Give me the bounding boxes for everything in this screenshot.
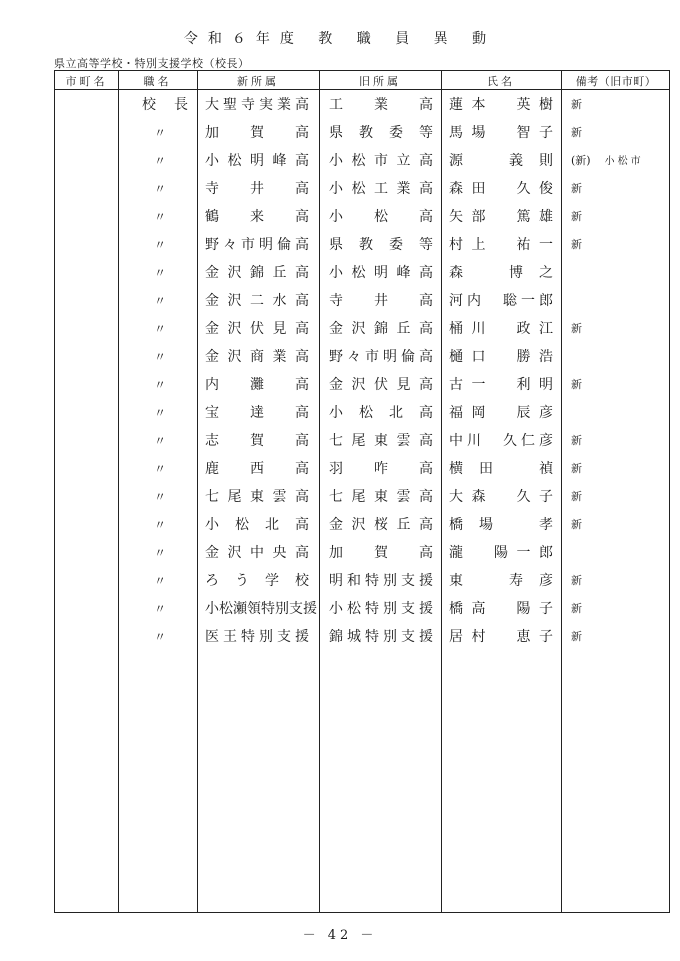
remarks-cell: [571, 203, 667, 231]
old-post-cell: 羽咋高: [329, 461, 433, 477]
old-post-cell: 明和特別支援: [329, 573, 433, 589]
old-post-cell: 金沢伏見高: [329, 377, 433, 393]
position-cell: 〃: [153, 210, 166, 224]
table-header: [55, 71, 669, 90]
remarks-cell: [571, 259, 667, 287]
old-post-cell: 七尾東雲高: [329, 489, 433, 505]
table-row: [55, 623, 669, 651]
remarks-mark: 新: [571, 98, 582, 111]
old-post-cell: 野々市明倫高: [329, 349, 433, 365]
position-cell: 〃: [153, 518, 166, 532]
name-cell: 福岡 辰彦: [449, 405, 553, 421]
remarks-mark: 新: [571, 322, 582, 335]
new-post-cell: 内灘高: [205, 377, 309, 393]
name-cell: 中川 久仁彦: [449, 433, 553, 449]
table-row: [55, 483, 669, 511]
remarks-mark: 新: [571, 126, 582, 139]
old-post-cell: 寺井高: [329, 293, 433, 309]
section-subtitle: 県立高等学校・特別支援学校（校長）: [54, 57, 250, 70]
remarks-cell: [571, 287, 667, 315]
position-cell: 〃: [153, 126, 166, 140]
remarks-mark: 新: [571, 462, 582, 475]
remarks-cell: [571, 119, 667, 147]
new-post-cell: 金沢商業高: [205, 349, 309, 365]
name-cell: 樋口 勝浩: [449, 349, 553, 365]
new-post-cell: 小松瀬領特別支援: [205, 601, 317, 617]
name-cell: 馬場 智子: [449, 125, 553, 141]
position-cell: 〃: [153, 378, 166, 392]
table-row: [55, 567, 669, 595]
remarks-cell: [571, 371, 667, 399]
old-post-cell: 県教委等: [329, 237, 433, 253]
table-row: [55, 539, 669, 567]
name-cell: 村上 祐一: [449, 237, 553, 253]
new-post-cell: 鹿西高: [205, 461, 309, 477]
table-row: [55, 343, 669, 371]
remarks-mark: 新: [571, 182, 582, 195]
name-cell: 瀧 陽一郎: [449, 545, 553, 561]
new-post-cell: 寺井高: [205, 181, 309, 197]
position-cell: 〃: [153, 434, 166, 448]
position-cell: 〃: [153, 238, 166, 252]
new-post-cell: 志賀高: [205, 433, 309, 449]
old-post-cell: 小松市立高: [329, 153, 433, 169]
table-row: [55, 595, 669, 623]
position-cell: 〃: [153, 406, 166, 420]
remarks-mark: 新: [571, 574, 582, 587]
position-cell: 〃: [153, 182, 166, 196]
new-post-cell: 小松明峰高: [205, 153, 309, 169]
old-post-cell: 小松特別支援: [329, 601, 433, 617]
position-cell: 〃: [153, 350, 166, 364]
remarks-mark: 新: [571, 210, 582, 223]
name-cell: 東 寿彦: [449, 573, 553, 589]
remarks-mark: 新: [571, 378, 582, 391]
page-number: － 42 －: [302, 928, 378, 943]
old-post-cell: 加賀高: [329, 545, 433, 561]
new-post-cell: 七尾東雲高: [205, 489, 309, 505]
position-cell: 〃: [153, 266, 166, 280]
new-post-cell: 金沢二水高: [205, 293, 309, 309]
old-post-cell: 小松工業高: [329, 181, 433, 197]
remarks-cell: [571, 567, 667, 595]
old-post-cell: 小松高: [329, 209, 433, 225]
document-title: 令和６年度 教 職 員 異 動: [183, 31, 497, 47]
name-cell: 森 博之: [449, 265, 553, 281]
header-remarks: 備考（旧市町）: [575, 75, 657, 88]
remarks-mark: 新: [571, 490, 582, 503]
new-post-cell: 大聖寺実業高: [205, 97, 309, 113]
header-name: 氏名: [487, 75, 515, 88]
table-row: [55, 147, 669, 175]
name-cell: 桶川 政江: [449, 321, 553, 337]
header-new-post: 新所属: [237, 75, 279, 88]
name-cell: 横田 禎: [449, 461, 553, 477]
header-position: 職名: [143, 75, 172, 88]
remarks-cell: [571, 91, 667, 119]
new-post-cell: 小松北高: [205, 517, 309, 533]
remarks-cell: [571, 315, 667, 343]
position-cell: 〃: [153, 490, 166, 504]
position-cell: 〃: [153, 462, 166, 476]
table-row: [55, 231, 669, 259]
table-row: [55, 315, 669, 343]
table-row: [55, 371, 669, 399]
old-post-cell: 工業高: [329, 97, 433, 113]
position-cell: 〃: [153, 322, 166, 336]
position-cell: 〃: [153, 546, 166, 560]
old-post-cell: 金沢桜丘高: [329, 517, 433, 533]
position-cell: 〃: [153, 294, 166, 308]
remarks-cell: [571, 455, 667, 483]
remarks-cell: [571, 343, 667, 371]
position-cell: 〃: [153, 630, 166, 644]
old-post-cell: 七尾東雲高: [329, 433, 433, 449]
name-cell: 矢部 篤雄: [449, 209, 553, 225]
table-row: [55, 399, 669, 427]
remarks-cell: [571, 483, 667, 511]
personnel-table: [54, 70, 670, 913]
new-post-cell: 金沢伏見高: [205, 321, 309, 337]
new-post-cell: 野々市明倫高: [205, 237, 309, 253]
remarks-cell: [571, 539, 667, 567]
table-row: [55, 259, 669, 287]
table-row: [55, 203, 669, 231]
remarks-cell: [571, 399, 667, 427]
remarks-cell: [571, 175, 667, 203]
name-cell: 古一 利明: [449, 377, 553, 393]
remarks-mark: 新: [571, 238, 582, 251]
table-row: [55, 91, 669, 119]
old-post-cell: 錦城特別支援: [329, 629, 433, 645]
new-post-cell: ろう学校: [205, 573, 309, 589]
remarks-mark: 新: [571, 518, 582, 531]
remarks-mark: (新): [571, 154, 591, 167]
old-post-cell: 小松北高: [329, 405, 433, 421]
new-post-cell: 医王特別支援: [205, 629, 309, 645]
name-cell: 大森 久子: [449, 489, 553, 505]
header-municipality: 市町名: [65, 75, 108, 88]
name-cell: 河内 聡一郎: [449, 293, 553, 309]
remarks-mark: 新: [571, 434, 582, 447]
new-post-cell: 宝達高: [205, 405, 309, 421]
old-post-cell: 小松明峰高: [329, 265, 433, 281]
remarks-mark: 新: [571, 630, 582, 643]
table-row: [55, 287, 669, 315]
remarks-cell: [571, 147, 667, 175]
remarks-cell: [571, 511, 667, 539]
name-cell: 橋高 陽子: [449, 601, 553, 617]
old-post-cell: 県教委等: [329, 125, 433, 141]
position-cell: 〃: [153, 154, 166, 168]
new-post-cell: 加賀高: [205, 125, 309, 141]
position-cell: 校 長: [142, 97, 190, 113]
table-row: [55, 175, 669, 203]
name-cell: 源 義則: [449, 153, 553, 169]
new-post-cell: 鶴来高: [205, 209, 309, 225]
remarks-cell: [571, 231, 667, 259]
name-cell: 橋場 孝: [449, 517, 553, 533]
new-post-cell: 金沢錦丘高: [205, 265, 309, 281]
remarks-cell: [571, 427, 667, 455]
remarks-cell: [571, 595, 667, 623]
remarks-mark: 新: [571, 602, 582, 615]
position-cell: 〃: [153, 574, 166, 588]
name-cell: 居村 恵子: [449, 629, 553, 645]
table-row: [55, 427, 669, 455]
position-cell: 〃: [153, 602, 166, 616]
name-cell: 森田 久俊: [449, 181, 553, 197]
old-post-cell: 金沢錦丘高: [329, 321, 433, 337]
name-cell: 蓮本 英樹: [449, 97, 553, 113]
header-old-post: 旧所属: [359, 75, 401, 88]
table-row: [55, 455, 669, 483]
table-row: [55, 511, 669, 539]
new-post-cell: 金沢中央高: [205, 545, 309, 561]
remarks-former-municipality: 小松市: [604, 156, 644, 167]
table-row: [55, 119, 669, 147]
remarks-cell: [571, 623, 667, 651]
